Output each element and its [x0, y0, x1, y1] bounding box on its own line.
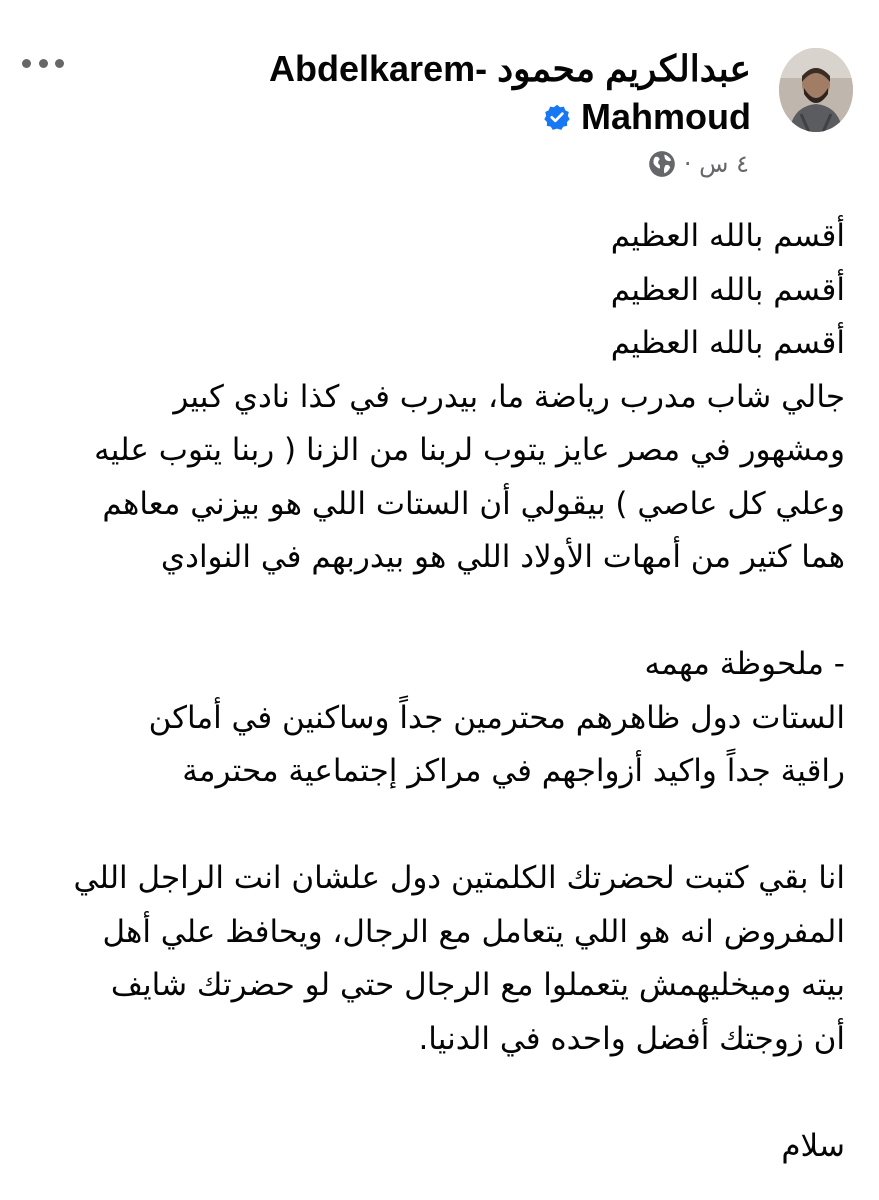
globe-icon[interactable]: [648, 150, 676, 178]
post-body: [30, 210, 845, 1173]
verified-badge-icon: [543, 103, 571, 131]
paragraph-spacer: [30, 585, 845, 639]
more-dot: [22, 59, 31, 68]
post-text-line: راقية جداً واكيد أزواجهم في مراكز إجتماعية محترمة: [182, 753, 845, 789]
more-dot: [39, 59, 48, 68]
paragraph-spacer: [30, 799, 845, 853]
avatar-photo: [779, 48, 853, 132]
more-dot: [55, 59, 64, 68]
author-name-line2[interactable]: Mahmoud: [581, 96, 751, 137]
post-meta: [648, 150, 749, 178]
author-name[interactable]: عبدالكريم محمود -Abdelkarem: [269, 48, 751, 89]
post-text-line: أقسم بالله العظيم: [610, 218, 845, 254]
post-timestamp[interactable]: ٤ س ·: [683, 150, 749, 178]
post-text-line: جالي شاب مدرب رياضة ما، بيدرب في كذا نادي كبير: [173, 378, 845, 415]
author-avatar[interactable]: [779, 48, 853, 132]
more-options-icon[interactable]: [22, 52, 64, 74]
post-text-line: أقسم بالله العظيم: [610, 271, 845, 308]
author-name-continued[interactable]: [543, 94, 751, 140]
post-text-line: الستات دول ظاهرهم محترمين جداً وساكنين في أماكن: [148, 699, 845, 736]
post-text-line: بيته وميخليهمش يتعملوا مع الرجال حتي لو حضرتك شايف: [110, 967, 845, 1003]
post-header: [0, 0, 879, 190]
post-text-line: انا بقي كتبت لحضرتك الكلمتين دول علشان انت الراجل اللي: [73, 860, 845, 896]
post-text-line: سلام: [781, 1127, 845, 1164]
post-text-line: المفروض انه هو اللي يتعامل مع الرجال، ويحافظ علي أهل: [102, 913, 845, 950]
post-text-line: - ملحوظة مهمه: [644, 646, 845, 682]
post-text-line: وعلي كل عاصي ) بيقولي أن الستات اللي هو بيزني معاهم: [102, 485, 845, 522]
post-text-line: هما كتير من أمهات الأولاد اللي هو بيدربهم في النوادي: [160, 539, 845, 575]
post-text-line: أن زوجتك أفضل واحده في الدنيا.: [418, 1020, 845, 1057]
post-text-line: أقسم بالله العظيم: [610, 325, 845, 361]
post-text-line: ومشهور في مصر عايز يتوب لربنا من الزنا ( ربنا يتوب عليه: [94, 432, 845, 468]
paragraph-spacer: [30, 1066, 845, 1120]
